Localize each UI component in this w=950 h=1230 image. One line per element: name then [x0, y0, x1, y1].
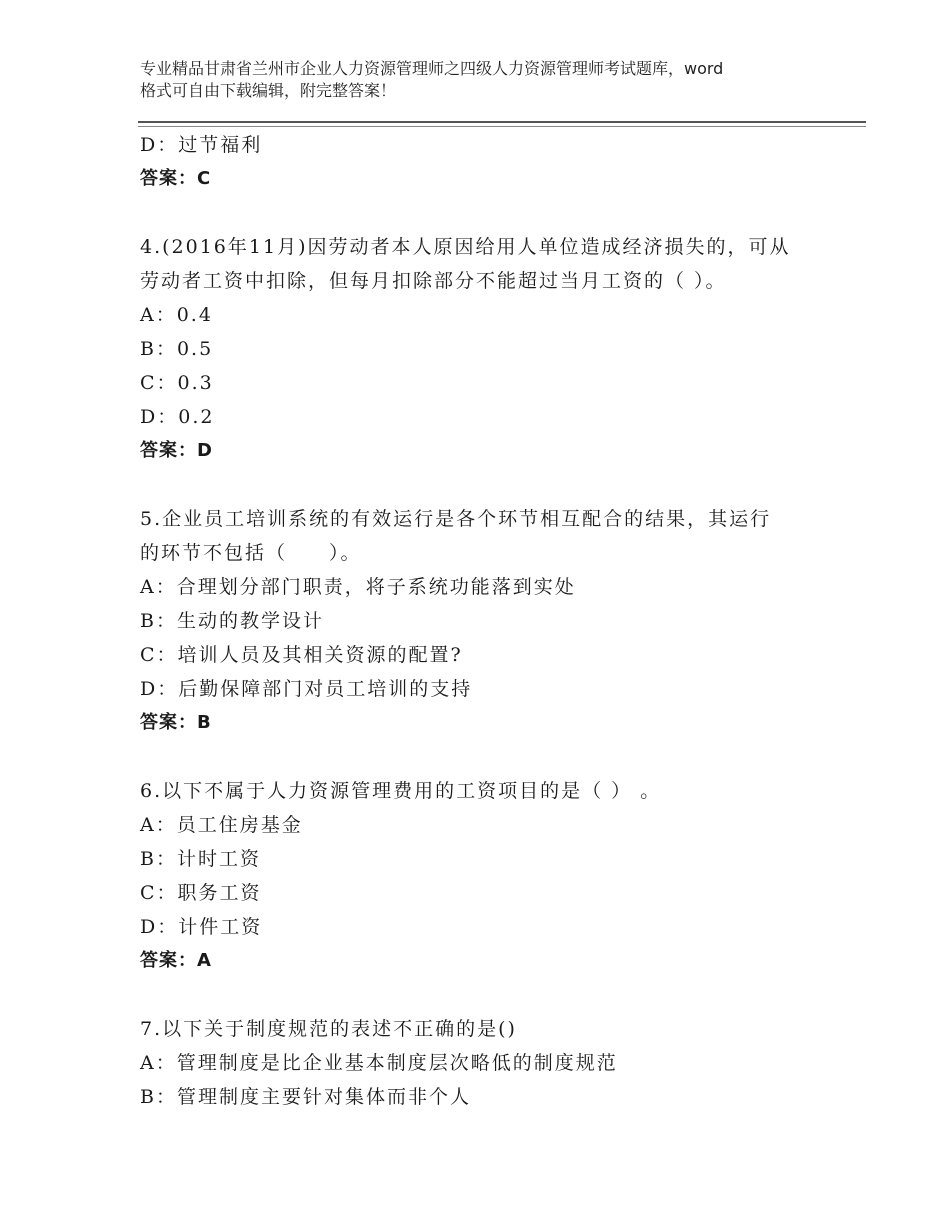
question-line: A：管理制度是比企业基本制度层次略低的制度规范 — [140, 1052, 618, 1074]
question-line: D：计件工资 — [140, 916, 263, 938]
question-line: B：管理制度主要针对集体而非个人 — [140, 1086, 471, 1108]
question-text: 6.以下不属于人力资源管理费用的工资项目的是（ ） 。 — [140, 780, 662, 802]
question-block — [140, 230, 840, 468]
question-line: D：后勤保障部门对员工培训的支持 — [140, 678, 473, 700]
answer-line: 答案：A — [140, 950, 212, 971]
answer-line: 答案：C — [140, 168, 212, 189]
header-rule-thick — [138, 121, 866, 123]
document-header — [140, 58, 840, 102]
block-spacer — [140, 468, 840, 502]
question-block — [140, 128, 840, 196]
header-line-2: 格式可自由下载编辑，附完整答案！ — [140, 81, 397, 100]
question-line: B：生动的教学设计 — [140, 610, 324, 632]
question-text: 4.(2016年11月)因劳动者本人原因给用人单位造成经济损失的，可从 — [140, 236, 791, 258]
question-line: B：0.5 — [140, 338, 214, 360]
question-line: D：过节福利 — [140, 134, 263, 156]
question-block — [140, 774, 840, 978]
question-text: 5.企业员工培训系统的有效运行是各个环节相互配合的结果，其运行 — [140, 508, 772, 530]
block-spacer — [140, 740, 840, 774]
question-line: 的环节不包括（ ）。 — [140, 542, 362, 564]
question-line: D：0.2 — [140, 406, 215, 428]
question-line: A：0.4 — [140, 304, 213, 326]
answer-line: 答案：B — [140, 712, 212, 733]
question-line: C：职务工资 — [140, 882, 262, 904]
header-rule-thin — [138, 126, 866, 127]
question-line: 劳动者工资中扣除，但每月扣除部分不能超过当月工资的（ ）。 — [140, 270, 727, 292]
question-block — [140, 502, 840, 740]
question-line: B：计时工资 — [140, 848, 261, 870]
question-line: A：合理划分部门职责，将子系统功能落到实处 — [140, 576, 576, 598]
question-list — [140, 128, 840, 1114]
block-spacer — [140, 196, 840, 230]
answer-line: 答案：D — [140, 440, 213, 461]
question-line: C：培训人员及其相关资源的配置? — [140, 644, 463, 666]
question-line: A：员工住房基金 — [140, 814, 303, 836]
block-spacer — [140, 978, 840, 1012]
header-line-1: 专业精品甘肃省兰州市企业人力资源管理师之四级人力资源管理师考试题库，word — [140, 59, 724, 78]
question-block — [140, 1012, 840, 1114]
question-line: C：0.3 — [140, 372, 214, 394]
question-text: 7.以下关于制度规范的表述不正确的是() — [140, 1018, 517, 1040]
